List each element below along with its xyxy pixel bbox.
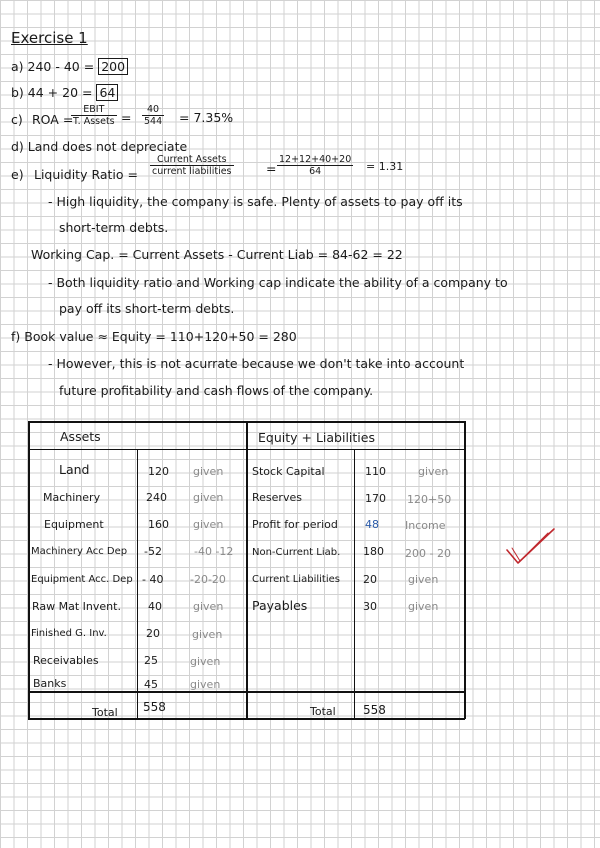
liability-value: 48: [365, 518, 379, 531]
table-center-divider: [246, 421, 248, 719]
checkmark-icon: [504, 526, 558, 568]
asset-name: Machinery Acc Dep: [31, 546, 128, 557]
item-e-working-cap: Working Cap. = Current Assets - Current Liab = 84-62 = 22: [31, 247, 403, 262]
liability-name: Current Liabilities: [252, 574, 340, 585]
liability-value: 30: [363, 600, 377, 613]
item-b-expr: 44 + 20 =: [27, 85, 93, 100]
asset-note: given: [192, 628, 223, 641]
item-a: [11, 60, 128, 74]
item-c-eq: =: [121, 110, 132, 125]
item-d-label: d): [11, 139, 24, 154]
item-c-result: = 7.35%: [179, 110, 234, 125]
item-c-numerator-2: 40: [142, 104, 164, 116]
item-f: [11, 330, 297, 344]
item-c-numerator: EBIT: [71, 104, 117, 116]
liability-name: Non-Current Liab.: [252, 547, 341, 558]
item-e-fraction-1: [150, 154, 234, 177]
item-c-fraction-1: [71, 104, 117, 127]
item-e-bullet1-line2: short-term debts.: [59, 220, 169, 235]
item-e-denominator-2: 64: [309, 166, 322, 177]
liability-name: Reserves: [252, 491, 302, 504]
item-e-bullet1-line1: - High liquidity, the company is safe. Plenty of assets to pay off its: [48, 194, 463, 209]
item-e-label: e): [11, 167, 24, 182]
asset-note: given: [193, 465, 224, 478]
liability-name: Stock Capital: [252, 465, 325, 478]
item-c-label: c): [11, 112, 23, 127]
exercise-title: Exercise 1: [11, 29, 88, 47]
item-e-bullet2-line2: pay off its short-term debts.: [59, 301, 235, 316]
item-b-answer: 64: [96, 84, 118, 101]
item-e-result: = 1.31: [366, 160, 404, 173]
asset-value: 120: [148, 465, 169, 478]
asset-note: given: [190, 678, 221, 691]
liability-value: 110: [365, 465, 386, 478]
liability-name: Profit for period: [252, 518, 338, 531]
assets-value-divider: [137, 449, 138, 719]
item-a-label: a): [11, 59, 24, 74]
asset-name: Equipment Acc. Dep: [31, 574, 133, 585]
asset-value: 240: [146, 491, 167, 504]
asset-value: - 40: [142, 573, 164, 586]
item-e-numerator: Current Assets: [150, 154, 234, 166]
item-b-label: b): [11, 85, 24, 100]
item-e-numerator-2: 12+12+40+20: [279, 154, 352, 165]
table-left-border: [28, 421, 30, 719]
table-right-border: [464, 421, 466, 719]
asset-note: given: [193, 518, 224, 531]
item-e-eq: =: [266, 161, 277, 176]
assets-header: Assets: [60, 429, 101, 444]
item-e-fraction-2: [277, 154, 353, 177]
liability-note: given: [418, 465, 449, 478]
liability-note: given: [408, 600, 439, 613]
asset-value: 20: [146, 627, 160, 640]
equity-header: Equity + Liabilities: [258, 430, 375, 445]
liability-value: 20: [363, 573, 377, 586]
asset-value: 45: [144, 678, 158, 691]
asset-name: Raw Mat Invent.: [32, 600, 121, 613]
asset-value: 25: [144, 654, 158, 667]
item-b: [11, 86, 118, 100]
liability-name: Payables: [252, 598, 308, 613]
asset-name: Banks: [33, 677, 67, 690]
liability-note: given: [408, 573, 439, 586]
liab-value-divider: [354, 449, 355, 719]
liability-note: 200 - 20: [405, 547, 451, 560]
asset-name: Equipment: [44, 518, 104, 531]
item-f-bullet-line2: future profitability and cash flows of the company.: [59, 383, 374, 398]
item-a-expr: 240 - 40 =: [27, 59, 95, 74]
item-d-text: Land does not depreciate: [27, 139, 188, 154]
item-f-text: Book value ≈ Equity = 110+120+50 = 280: [24, 329, 297, 344]
item-e-denominator: current liabilities: [152, 166, 232, 177]
item-f-label: f): [11, 329, 21, 344]
asset-note: -20-20: [190, 573, 226, 586]
asset-value: 160: [148, 518, 169, 531]
liability-value: 180: [363, 545, 384, 558]
asset-note: given: [193, 491, 224, 504]
asset-name: Land: [59, 462, 90, 477]
item-c-lhs: ROA =: [32, 112, 74, 127]
liability-value: 170: [365, 492, 386, 505]
liab-total-value: 558: [363, 703, 386, 717]
asset-note: given: [193, 600, 224, 613]
item-e-lhs: Liquidity Ratio =: [34, 167, 138, 182]
asset-name: Finished G. Inv.: [31, 628, 107, 639]
asset-note: -40 -12: [194, 545, 234, 558]
item-e-bullet2-line1: - Both liquidity ratio and Working cap indicate the ability of a company to: [48, 275, 508, 290]
asset-value: -52: [144, 545, 162, 558]
item-c-denominator: T. Assets: [73, 116, 115, 127]
asset-name: Machinery: [43, 491, 101, 504]
assets-total-label: Total: [92, 706, 118, 719]
item-a-answer: 200: [98, 58, 128, 75]
asset-note: given: [190, 655, 221, 668]
item-c-fraction-2: [142, 104, 164, 127]
liab-total-label: Total: [310, 705, 336, 718]
asset-name: Receivables: [33, 654, 99, 667]
item-c-denominator-2: 544: [144, 116, 163, 127]
assets-total-value: 558: [143, 700, 166, 714]
asset-value: 40: [148, 600, 162, 613]
liability-note: Income: [405, 519, 446, 532]
liability-note: 120+50: [407, 493, 452, 506]
item-d: [11, 140, 187, 154]
item-f-bullet-line1: - However, this is not acurrate because we don't take into account: [48, 356, 465, 371]
